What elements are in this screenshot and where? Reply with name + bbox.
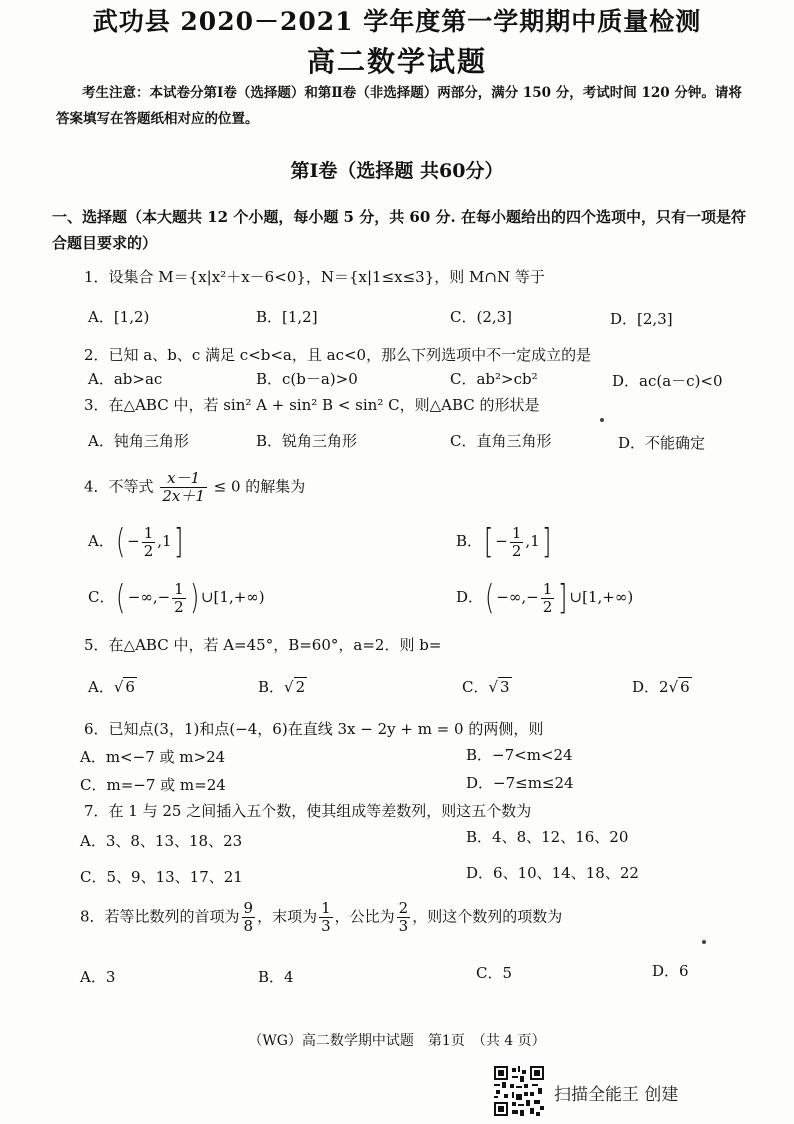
q3-option-b: B．锐角三角形: [256, 432, 358, 450]
q2-stem: 2．已知 a、b、c 满足 c<b<a，且 ac<0，那么下列选项中不一定成立的是: [84, 346, 592, 364]
q4-c-neginf: −∞,−: [127, 588, 171, 606]
q3-stem: 3．在△ABC 中，若 sin² A + sin² B < sin² C，则△ABC 的形状是: [84, 396, 540, 414]
q8-option-b: B．4: [258, 968, 294, 986]
q4-option-c: C．( −∞,− $\frac{1}{2}$ ) ∪[1,+∞): [88, 578, 265, 618]
q7-stem: 7．在 1 与 25 之间插入五个数，使其组成等差数列，则这五个数为: [84, 802, 532, 820]
scan-speck-2: [702, 940, 706, 944]
exam-title: 武功县 2020－2021 学年度第一学期期中质量检测: [92, 7, 702, 36]
q4-fraction: [160, 470, 207, 505]
part1-title: 第Ⅰ卷（选择题 共60分）: [290, 160, 504, 182]
exam-subtitle: 高二数学试题: [306, 45, 487, 78]
scan-speck: [600, 418, 604, 422]
q6-option-c: C．m=−7 或 m=24: [80, 776, 226, 794]
q5-d-radicand: 6: [680, 678, 690, 696]
q5-b-sqrt: √ 2: [284, 678, 306, 696]
q5-a-radicand: 6: [125, 678, 135, 696]
q4-d-label: D．: [456, 588, 484, 606]
q4-fraction-den: 2x＋1: [162, 487, 205, 505]
exam-notice: 考生注意：本试卷分第Ⅰ卷（选择题）和第Ⅱ卷（非选择题）两部分，满分 150 分，考试时间 120 分钟。请将答案填写在答题纸相对应的位置。: [56, 85, 742, 127]
q4-d-frac-den: 2: [542, 597, 553, 616]
q7-option-d: D．6、10、14、18、22: [466, 864, 639, 882]
q5-option-b: [258, 676, 307, 697]
q4-a-label: A．: [88, 532, 114, 550]
q4-d-union: ∪: [569, 588, 583, 606]
q5-d-sqrt: √ 6: [668, 678, 690, 696]
q8-part2: ，末项为: [257, 907, 318, 926]
q3-option-a: A．钝角三角形: [88, 432, 189, 450]
q4-c-interval: [1,+∞): [213, 588, 265, 606]
q4-fraction-num: x－1: [167, 469, 201, 487]
q8-ratio: [397, 900, 411, 935]
q4-c-frac-num: 1: [174, 579, 184, 598]
q4-a-frac-num: 1: [143, 523, 154, 542]
q2-option-d: D．ac(a－c)<0: [612, 372, 723, 390]
q4-b-one: 1: [530, 532, 540, 550]
q8-option-d: D．6: [652, 962, 689, 980]
qr-code-icon: [494, 1066, 544, 1116]
q4-b-label: B．: [456, 532, 483, 550]
q7-option-c: C．5、9、13、17、21: [80, 868, 243, 886]
q4-option-d: D．( −∞,− $\frac{1}{2}$ ] ∪[1,+∞): [456, 578, 634, 618]
q5-b-radicand: 2: [295, 678, 306, 696]
q5-option-a: [88, 676, 137, 697]
q3-option-c: C．直角三角形: [450, 432, 552, 450]
q5-option-c: [462, 676, 512, 697]
q1-option-b: B．[1,2]: [256, 308, 318, 326]
q5-c-sqrt: √ 3: [488, 678, 510, 696]
q6-option-d: D．−7≤m≤24: [466, 774, 574, 792]
q6-option-a: A．m<−7 或 m>24: [80, 748, 226, 766]
q5-d-label: D．2: [632, 678, 669, 696]
q4-b-frac-num: 1: [511, 523, 522, 542]
q4-option-a: A．( − $\frac{1}{2}$ ,1]: [88, 522, 183, 562]
q7-option-b: B．4、8、12、16、20: [466, 828, 629, 846]
q8-part1: 8．若等比数列的首项为: [80, 907, 240, 926]
q5-b-label: B．: [258, 678, 285, 696]
section1-heading: 一、选择题（本大题共 12 个小题，每小题 5 分，共 60 分. 在每小题给出的四个选项中，只有一项是符合题目要求的）: [52, 208, 746, 252]
q3-option-d: D．不能确定: [618, 434, 706, 452]
page-footer: （WG）高二数学期中试题 第1页 （共 4 页）: [248, 1033, 546, 1049]
q2-option-c: C．ab²>cb²: [450, 370, 538, 388]
q4-c-label: C．: [88, 588, 115, 606]
q6-stem: 6．已知点(3，1)和点(−4，6)在直线 3x − 2y + m = 0 的两侧，则: [84, 720, 544, 738]
q4-c-frac-den: 2: [174, 597, 184, 616]
q4-d-frac-num: 1: [542, 579, 553, 598]
q8-first-den: 8: [243, 917, 254, 935]
q8-part4: ，则这个数列的项数为: [412, 907, 563, 926]
q2-option-b: B．c(b－a)>0: [256, 370, 358, 388]
q8-first-num: 9: [243, 899, 254, 917]
q8-part3: ，公比为: [334, 907, 395, 926]
q8-first-term: [242, 900, 256, 935]
q8-ratio-den: 3: [398, 917, 409, 935]
q5-option-d: [632, 676, 692, 697]
q4-option-b: B．[ − $\frac{1}{2}$ ,1]: [456, 522, 552, 562]
q1-option-d: D．[2,3]: [610, 310, 673, 328]
q5-c-radicand: 3: [500, 678, 510, 696]
q8-last-den: 3: [321, 917, 331, 935]
q1-option-c: C．(2,3]: [450, 308, 513, 326]
q1-stem: 1．设集合 M＝{x|x²＋x－6<0}，N＝{x|1≤x≤3}，则 M∩N 等于: [84, 268, 545, 286]
q5-a-label: A．: [88, 678, 114, 696]
q2-option-a: A．ab>ac: [88, 370, 163, 388]
q8-last-num: 1: [321, 899, 331, 917]
q5-a-sqrt: √ 6: [113, 678, 135, 696]
q8-ratio-num: 2: [398, 899, 409, 917]
q4-prefix: 4．不等式: [84, 477, 154, 496]
q1-option-a: A．[1,2): [88, 308, 150, 326]
q7-option-a: A．3、8、13、18、23: [80, 832, 243, 850]
q4-b-frac-den: 2: [511, 541, 522, 560]
q6-option-b: B．−7<m<24: [466, 746, 573, 764]
q5-c-label: C．: [462, 678, 489, 696]
q8-option-c: C．5: [476, 964, 513, 982]
q8-option-a: A．3: [80, 968, 116, 986]
q4-suffix: ≤ 0 的解集为: [213, 477, 306, 496]
q4-d-interval: [1,+∞): [582, 588, 634, 606]
q4-stem: [84, 470, 305, 505]
q8-last-term: [319, 900, 333, 935]
q4-c-union: ∪: [200, 588, 214, 606]
q8-stem: [80, 900, 562, 935]
q4-a-one: 1: [162, 532, 172, 550]
q5-stem: 5．在△ABC 中，若 A=45°，B=60°，a=2．则 b=: [84, 636, 442, 654]
scanner-watermark: 扫描全能王 创建: [554, 1085, 679, 1105]
q4-d-neginf: −∞,−: [496, 588, 539, 606]
q4-a-frac-den: 2: [143, 541, 154, 560]
